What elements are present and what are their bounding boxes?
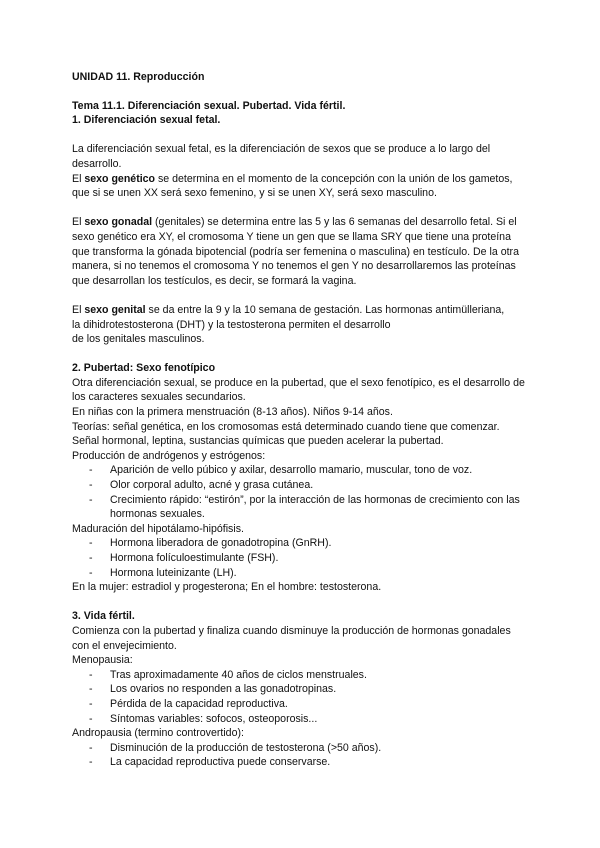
section-2-paragraph-7: En la mujer: estradiol y progesterona; En el hombre: testosterona. <box>72 581 382 594</box>
term-sexo-genetico: sexo genético <box>84 172 156 185</box>
text-run: se determina en el momento de la concepción con la unión de los gametos, que si se unen XX será sexo femenino, y si se unen XY, será sexo masculino. <box>72 172 513 200</box>
unit-title: UNIDAD 11. Reproducción <box>72 71 205 83</box>
text-run: de los genitales masculinos. <box>72 333 205 346</box>
section-1-paragraph-4 <box>72 303 530 347</box>
section-2-paragraph-4: Señal hormonal, leptina, sustancias químicas que pueden acelerar la pubertad. <box>72 435 444 448</box>
list-item: - Pérdida de la capacidad reproductiva. <box>72 697 530 712</box>
section-2-heading: 2. Pubertad: Sexo fenotípico <box>72 362 216 375</box>
section-2-paragraph-1: Otra diferenciación sexual, se produce en la pubertad, que el sexo fenotípico, es el desarrollo de los caracteres sexuales secundarios. <box>72 376 525 404</box>
text-run: El <box>72 172 85 185</box>
list-item: - La capacidad reproductiva puede conservarse. <box>72 755 530 770</box>
section-2-list-1 <box>72 463 530 521</box>
list-item: - Los ovarios no responden a las gonadotropinas. <box>72 682 530 697</box>
text-run: la dihidrotestosterona (DHT) y la testosterona permiten el desarrollo <box>72 318 391 331</box>
list-item: - Olor corporal adulto, acné y grasa cutánea. <box>72 478 530 493</box>
section-3-list-2 <box>72 741 530 770</box>
text-run: (genitales) se determina entre las 5 y las 6 semanas del desarrollo fetal. Si el sexo genético era XY, el cromosoma Y tiene un gen que se llama SRY que tiene una proteína que transforma la gónada bipotencial (podría ser femenina o masculina) en testículo. De la otra manera, si no tenemos el cromosoma Y no tenemos el gen Y no desarrollaremos las proteínas que desarrollan los testículos, es decir, se formará la vagina. <box>72 216 519 287</box>
list-item: - Aparición de vello púbico y axilar, desarrollo mamario, muscular, tono de voz. <box>72 463 530 478</box>
list-item: - Crecimiento rápido: “estirón”, por la interacción de las hormonas de crecimiento con las hormonas sexuales. <box>72 493 530 522</box>
section-2-paragraph-5: Producción de andrógenos y estrógenos: <box>72 449 266 462</box>
topic-title: Tema 11.1. Diferenciación sexual. Pubertad. Vida fértil. <box>72 99 346 112</box>
list-item: - Disminución de la producción de testosterona (>50 años). <box>72 741 530 756</box>
section-1-heading: 1. Diferenciación sexual fetal. <box>72 114 221 127</box>
term-sexo-gonadal: sexo gonadal <box>84 216 153 229</box>
section-2-paragraph-3: Teorías: señal genética, en los cromosomas está determinado cuando tiene que comenzar. <box>72 420 500 433</box>
text-run: El <box>72 216 85 229</box>
section-2-list-2 <box>72 536 530 580</box>
section-1-paragraph-2 <box>72 172 530 201</box>
section-3-list-1 <box>72 668 530 726</box>
section-3-paragraph-2: Menopausia: <box>72 654 133 667</box>
section-3-paragraph-1: Comienza con la pubertad y finaliza cuando disminuye la producción de hormonas gonadales con el envejecimiento. <box>72 624 511 652</box>
section-3-heading: 3. Vida fértil. <box>72 610 135 623</box>
list-item: - Hormona liberadora de gonadotropina (GnRH). <box>72 536 530 551</box>
list-item: - Hormona luteinizante (LH). <box>72 566 530 581</box>
section-2-paragraph-6: Maduración del hipotálamo-hipófisis. <box>72 522 244 535</box>
text-run: se da entre la 9 y la 10 semana de gestación. Las hormonas antimülleriana, <box>145 303 505 316</box>
list-item: - Síntomas variables: sofocos, osteoporosis... <box>72 712 530 727</box>
list-item: - Hormona folículoestimulante (FSH). <box>72 551 530 566</box>
section-1-paragraph-3 <box>72 215 530 288</box>
text-run: El <box>72 303 85 316</box>
section-3-paragraph-3: Andropausia (termino controvertido): <box>72 727 244 740</box>
section-1-paragraph-1: La diferenciación sexual fetal, es la diferenciación de sexos que se produce a lo largo del desarrollo. <box>72 143 491 170</box>
term-sexo-genital: sexo genital <box>84 303 146 316</box>
list-item: - Tras aproximadamente 40 años de ciclos menstruales. <box>72 668 530 683</box>
section-2-paragraph-2: En niñas con la primera menstruación (8-13 años). Niños 9-14 años. <box>72 406 393 419</box>
